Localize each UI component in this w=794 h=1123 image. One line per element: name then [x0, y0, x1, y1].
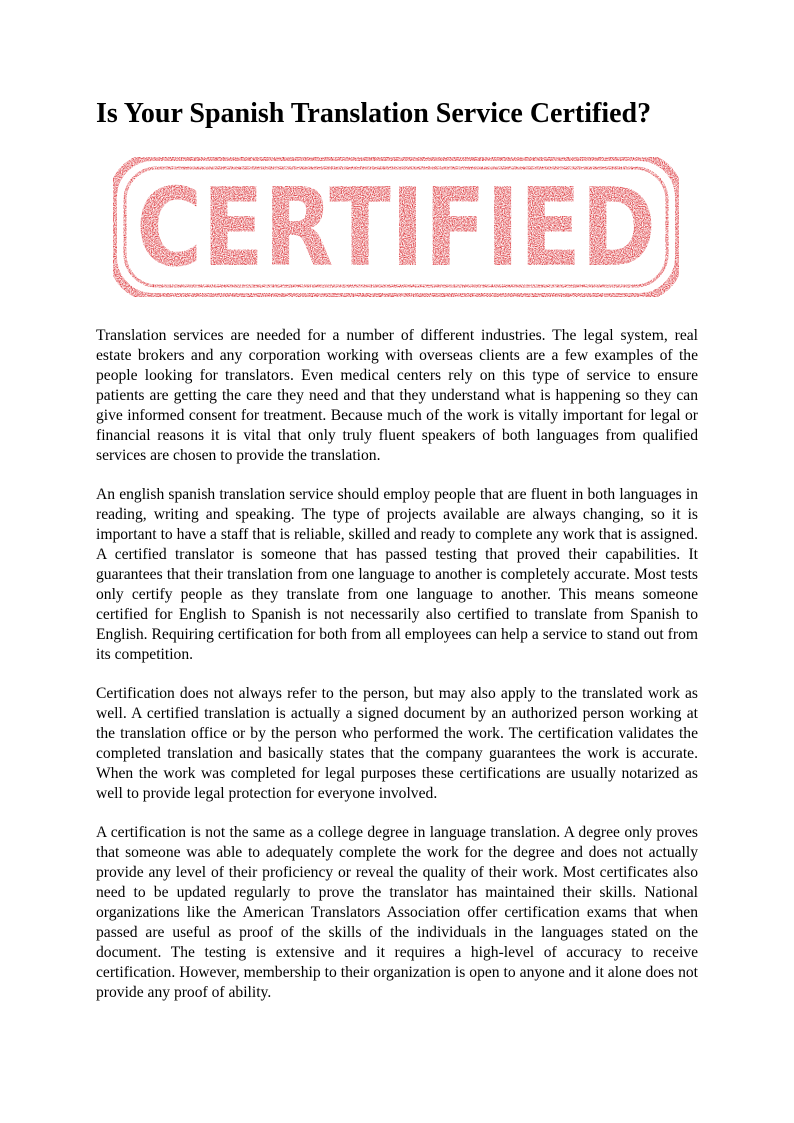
article-body	[96, 326, 698, 1022]
page-title: Is Your Spanish Translation Service Certified?	[96, 98, 652, 129]
paragraph-4: A certification is not the same as a college degree in language translation. A degree only proves that someone was able to adequately complete the work for the degree and does not actually provide any level of their proficiency or reveal the quality of their work. Most certificates also need to be updated regularly to prove the translator has maintained their skills. National organizations like the American Translators Association offer certification exams that when passed are useful as proof of the skills of the individuals in the languages stated on the document. The testing is extensive and it requires a high-level of accuracy to receive certification. However, membership to their organization is open to anyone and it alone does not provide any proof of ability.	[96, 824, 698, 1001]
certified-stamp-image	[108, 152, 684, 302]
paragraph-2: An english spanish translation service should employ people that are fluent in both languages in reading, writing and speaking. The type of projects available are always changing, so it is important to have a staff that is reliable, skilled and ready to complete any work that is assigned. A certified translator is someone that has passed testing that proved their capabilities. It guarantees that their translation from one language to another is completely accurate. Most tests only certify people as they translate from one language to another. This means someone certified for English to Spanish is not necessarily also certified to translate from Spanish to English. Requiring certification for both from all employees can help a service to stand out from its competition.	[96, 486, 698, 663]
certified-stamp-icon	[108, 152, 684, 302]
paragraph-1: Translation services are needed for a number of different industries. The legal system, real estate brokers and any corporation working with overseas clients are a few examples of the people looking for translators. Even medical centers rely on this type of service to ensure patients are getting the care they need and that they understand what is happening so they can give informed consent for treatment. Because much of the work is vitally important for legal or financial reasons it is vital that only truly fluent speakers of both languages from qualified services are chosen to provide the translation.	[96, 327, 698, 464]
paragraph-3: Certification does not always refer to the person, but may also apply to the translated work as well. A certified translation is actually a signed document by an authorized person working at the translation office or by the person who performed the work. The certification validates the completed translation and basically states that the company guarantees the work is accurate. When the work was completed for legal purposes these certifications are usually notarized as well to provide legal protection for everyone involved.	[96, 685, 698, 802]
svg-text:CERTIFIED: CERTIFIED	[136, 166, 656, 291]
